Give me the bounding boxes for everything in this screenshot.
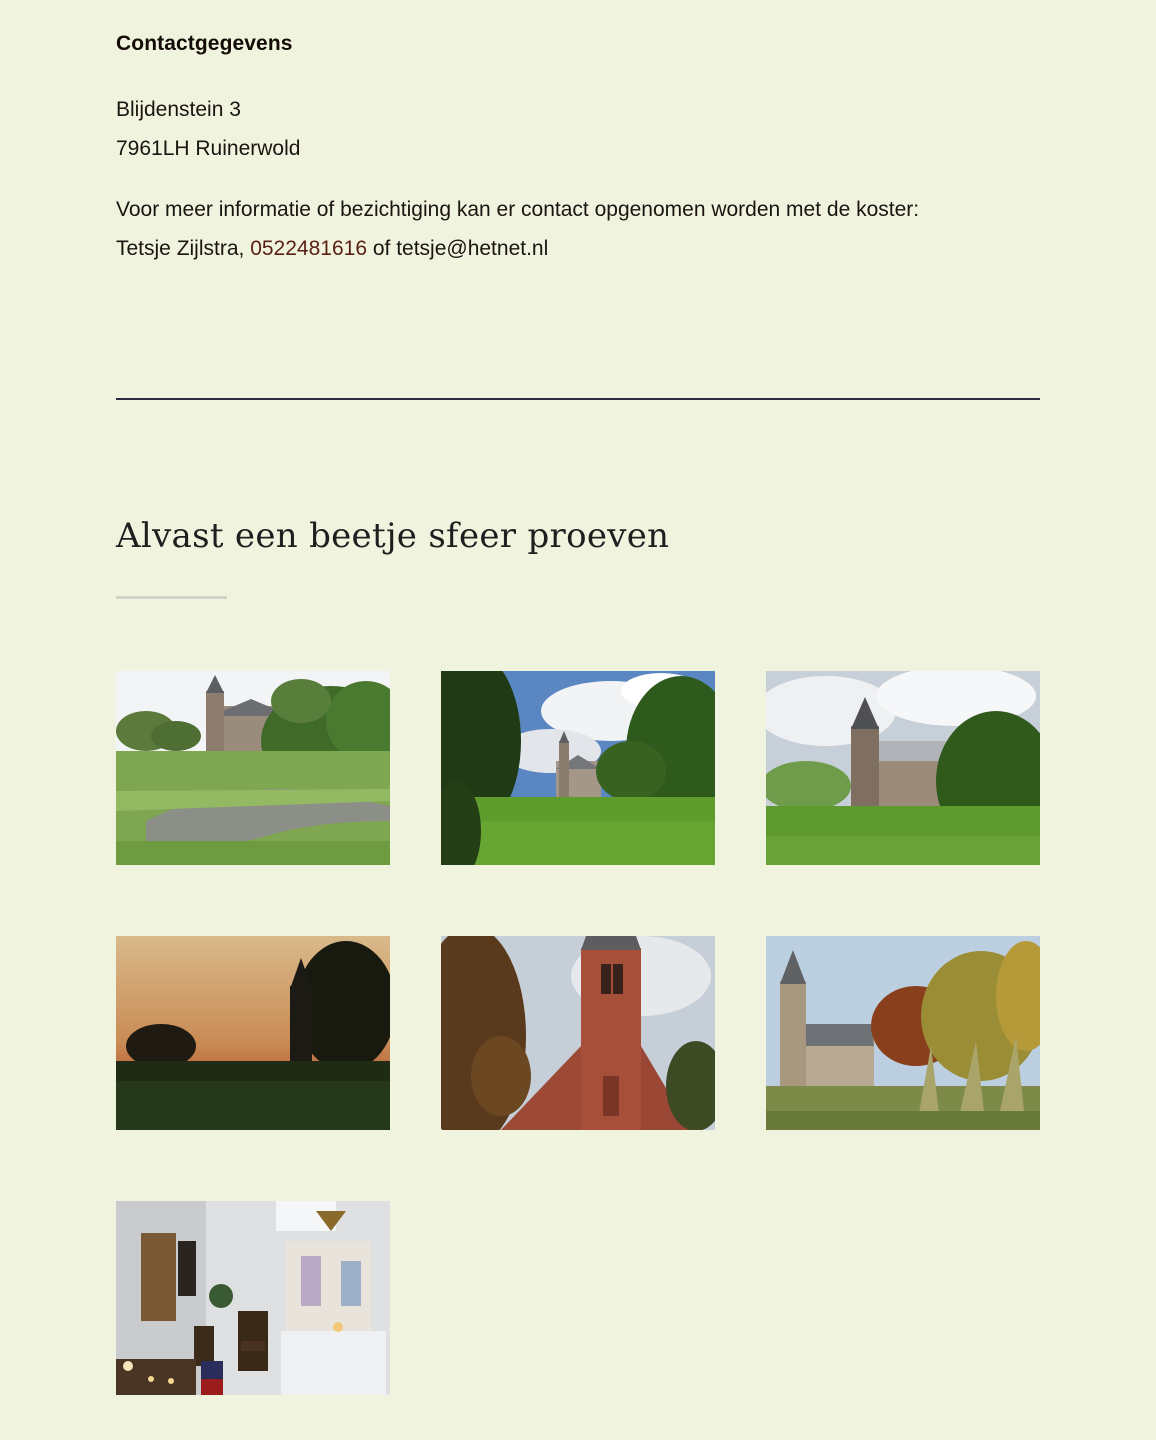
koster-name: Tetsje Zijlstra, [116, 237, 251, 260]
address-block [116, 90, 300, 168]
gallery-image-3[interactable] [766, 671, 1040, 865]
church-autumn-reeds-photo [766, 936, 1040, 1130]
gallery-title: Alvast een beetje sfeer proeven [116, 516, 670, 556]
gallery-image-6[interactable] [766, 936, 1040, 1130]
church-meadow-stream-photo [116, 671, 390, 865]
phone-link[interactable]: 0522481616 [250, 237, 367, 260]
gallery-image-7[interactable] [116, 1201, 390, 1395]
info-text: Voor meer informatie of bezichtiging kan er contact opgenomen worden met de koster: [116, 198, 920, 221]
gallery-image-1[interactable] [116, 671, 390, 865]
address-street: Blijdenstein 3 [116, 98, 241, 121]
gallery-image-4[interactable] [116, 936, 390, 1130]
church-through-trees-photo [441, 671, 715, 865]
contact-info [116, 190, 1040, 268]
info-connector: of [367, 237, 397, 260]
address-postcode-city: 7961LH Ruinerwold [116, 137, 301, 160]
gallery-image-2[interactable] [441, 671, 715, 865]
title-underline [116, 596, 227, 599]
red-brick-tower-photo [441, 936, 715, 1130]
contact-heading: Contactgegevens [116, 32, 293, 55]
email-text: tetsje@hetnet.nl [396, 237, 549, 260]
gallery-image-5[interactable] [441, 936, 715, 1130]
section-divider [116, 398, 1040, 400]
church-sunset-photo [116, 936, 390, 1130]
church-interior-photo [116, 1201, 390, 1395]
church-cloudy-sky-photo [766, 671, 1040, 865]
